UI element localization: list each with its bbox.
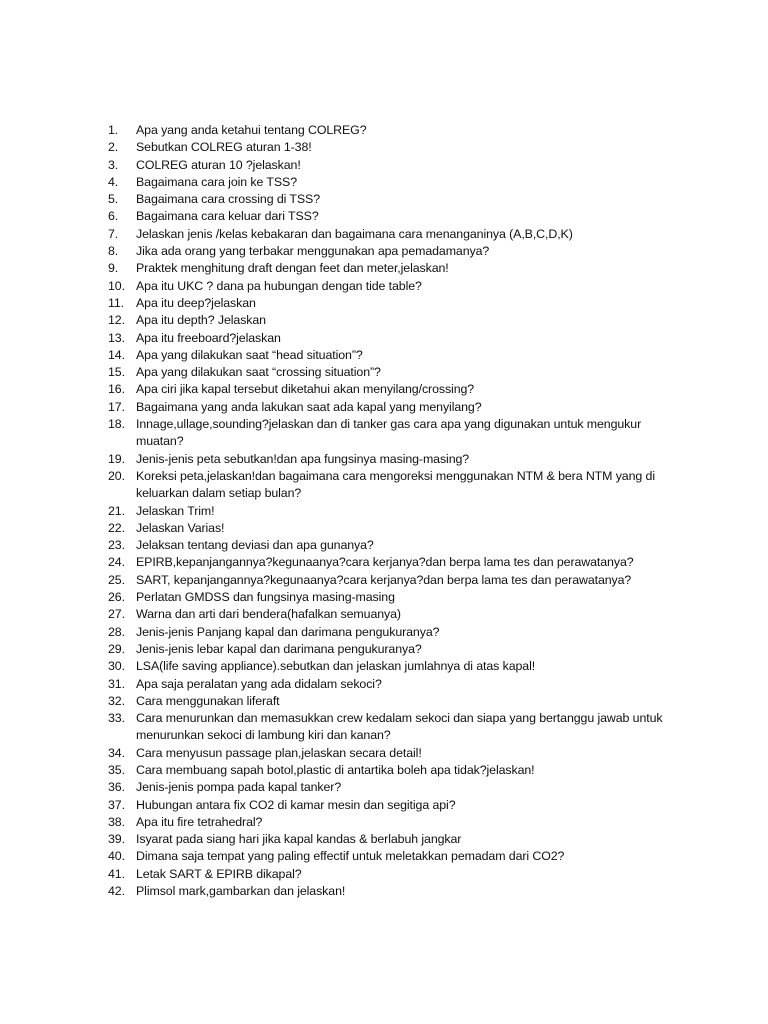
question-text: Apa ciri jika kapal tersebut diketahui akan menyilang/crossing? — [136, 382, 475, 397]
question-text: Jelaskan Varias! — [136, 520, 225, 535]
question-text: Bagaimana cara keluar dari TSS? — [136, 209, 319, 224]
question-text: Apa itu depth? Jelaskan — [136, 313, 266, 328]
question-text: Jenis-jenis peta sebutkan!dan apa fungsinya masing-masing? — [136, 451, 470, 466]
question-item — [108, 468, 668, 503]
question-number: 18. — [108, 417, 125, 432]
question-item — [108, 139, 668, 156]
question-number: 31. — [108, 676, 125, 691]
question-number: 35. — [108, 762, 125, 777]
question-text: Plimsol mark,gambarkan dan jelaskan! — [136, 884, 346, 899]
question-number: 39. — [108, 832, 125, 847]
question-number: 23. — [108, 538, 125, 553]
question-number: 2. — [108, 140, 119, 155]
question-number: 14. — [108, 347, 125, 362]
question-number: 11. — [108, 295, 125, 310]
question-item — [108, 762, 668, 779]
question-text: Apa itu freeboard?jelaskan — [136, 330, 281, 345]
question-number: 33. — [108, 711, 125, 726]
question-text: Jelaskan jenis /kelas kebakaran dan bagaimana cara menanganinya (A,B,C,D,K) — [136, 226, 573, 241]
question-text: EPIRB,kepanjangannya?kegunaanya?cara kerjanya?dan berpa lama tes dan perawatanya? — [136, 555, 634, 570]
question-text: Hubungan antara fix CO2 di kamar mesin dan segitiga api? — [136, 797, 456, 812]
question-text: Jenis-jenis lebar kapal dan darimana pengukuranya? — [136, 641, 422, 656]
question-number: 22. — [108, 520, 125, 535]
question-item — [108, 848, 668, 865]
question-item — [108, 641, 668, 658]
question-number: 5. — [108, 192, 119, 207]
question-text: LSA(life saving appliance).sebutkan dan jelaskan jumlahnya di atas kapal! — [136, 659, 536, 674]
question-item — [108, 174, 668, 191]
question-number: 12. — [108, 313, 125, 328]
question-item — [108, 295, 668, 312]
question-item — [108, 866, 668, 883]
question-item — [108, 814, 668, 831]
question-item — [108, 208, 668, 225]
question-text: Apa itu fire tetrahedral? — [136, 814, 263, 829]
question-item — [108, 157, 668, 174]
question-number: 36. — [108, 780, 125, 795]
question-item — [108, 364, 668, 381]
question-number: 19. — [108, 451, 125, 466]
question-number: 24. — [108, 555, 125, 570]
question-number: 21. — [108, 503, 125, 518]
question-text: Bagaimana cara join ke TSS? — [136, 174, 297, 189]
question-list — [108, 122, 668, 900]
question-item — [108, 191, 668, 208]
question-number: 41. — [108, 866, 125, 881]
question-item — [108, 312, 668, 329]
question-item — [108, 278, 668, 295]
question-text: Cara menurunkan dan memasukkan crew kedalam sekoci dan siapa yang bertanggu jawab untuk menurunkan sekoci di lambung kiri dan kanan? — [136, 711, 663, 743]
question-item — [108, 243, 668, 260]
question-text: Cara menyusun passage plan,jelaskan secara detail! — [136, 745, 422, 760]
question-item — [108, 779, 668, 796]
question-item — [108, 520, 668, 537]
question-text: Apa itu UKC ? dana pa hubungan dengan tide table? — [136, 278, 422, 293]
question-item — [108, 554, 668, 571]
question-number: 7. — [108, 226, 119, 241]
question-text: COLREG aturan 10 ?jelaskan! — [136, 157, 301, 172]
question-item — [108, 537, 668, 554]
question-text: Jelaskan Trim! — [136, 503, 215, 518]
question-number: 4. — [108, 174, 119, 189]
question-text: Bagaimana yang anda lakukan saat ada kapal yang menyilang? — [136, 399, 482, 414]
question-text: Bagaimana cara crossing di TSS? — [136, 192, 321, 207]
question-text: Jelaksan tentang deviasi dan apa gunanya? — [136, 538, 374, 553]
question-item — [108, 347, 668, 364]
question-item — [108, 658, 668, 675]
question-number: 8. — [108, 244, 119, 259]
question-number: 3. — [108, 157, 119, 172]
question-number: 16. — [108, 382, 125, 397]
question-number: 20. — [108, 468, 125, 483]
question-text: Perlatan GMDSS dan fungsinya masing-masing — [136, 590, 395, 605]
question-text: SART, kepanjangannya?kegunaanya?cara kerjanya?dan berpa lama tes dan perawatanya? — [136, 572, 632, 587]
question-number: 25. — [108, 572, 125, 587]
question-number: 42. — [108, 884, 125, 899]
question-item — [108, 606, 668, 623]
question-number: 9. — [108, 261, 119, 276]
question-item — [108, 451, 668, 468]
question-item — [108, 330, 668, 347]
question-text: Jenis-jenis pompa pada kapal tanker? — [136, 780, 342, 795]
question-item — [108, 883, 668, 900]
question-text: Jenis-jenis Panjang kapal dan darimana pengukuranya? — [136, 624, 440, 639]
question-text: Apa yang dilakukan saat “crossing situation”? — [136, 365, 381, 380]
question-item — [108, 831, 668, 848]
question-item — [108, 745, 668, 762]
question-number: 26. — [108, 590, 125, 605]
question-item — [108, 589, 668, 606]
question-text: Innage,ullage,sounding?jelaskan dan di tanker gas cara apa yang digunakan untuk mengukur muatan? — [136, 417, 642, 449]
question-text: Apa yang anda ketahui tentang COLREG? — [136, 123, 367, 137]
question-item — [108, 381, 668, 398]
question-item — [108, 399, 668, 416]
question-number: 10. — [108, 278, 125, 293]
question-number: 30. — [108, 659, 125, 674]
question-item — [108, 624, 668, 641]
question-item — [108, 260, 668, 277]
question-item — [108, 226, 668, 243]
question-number: 27. — [108, 607, 125, 622]
question-number: 34. — [108, 745, 125, 760]
question-number: 37. — [108, 797, 125, 812]
question-text: Isyarat pada siang hari jika kapal kandas & berlabuh jangkar — [136, 832, 462, 847]
question-item — [108, 710, 668, 745]
question-text: Cara menggunakan liferaft — [136, 693, 280, 708]
question-number: 15. — [108, 365, 125, 380]
question-number: 17. — [108, 399, 125, 414]
question-text: Koreksi peta,jelaskan!dan bagaimana cara mengoreksi menggunakan NTM & bera NTM yang di keluarkan dalam setiap bulan? — [136, 468, 655, 501]
question-item — [108, 416, 668, 451]
question-number: 13. — [108, 330, 125, 345]
question-text: Apa saja peralatan yang ada didalam sekoci? — [136, 676, 382, 691]
question-text: Apa yang dilakukan saat “head situation”? — [136, 347, 363, 362]
question-number: 32. — [108, 693, 125, 708]
question-item — [108, 122, 668, 139]
question-text: Warna dan arti dari bendera(hafalkan semuanya) — [136, 607, 401, 622]
question-text: Apa itu deep?jelaskan — [136, 295, 256, 310]
question-text: Cara membuang sapah botol,plastic di antartika boleh apa tidak?jelaskan! — [136, 762, 535, 777]
question-number: 40. — [108, 849, 125, 864]
question-text: Letak SART & EPIRB dikapal? — [136, 866, 302, 881]
question-number: 1. — [108, 123, 119, 137]
question-item — [108, 676, 668, 693]
question-number: 29. — [108, 641, 125, 656]
question-number: 38. — [108, 814, 125, 829]
question-item — [108, 693, 668, 710]
question-text: Praktek menghitung draft dengan feet dan meter,jelaskan! — [136, 261, 449, 276]
question-text: Dimana saja tempat yang paling effectif untuk meletakkan pemadam dari CO2? — [136, 849, 565, 864]
question-item — [108, 797, 668, 814]
question-number: 28. — [108, 624, 125, 639]
question-text: Sebutkan COLREG aturan 1-38! — [136, 140, 312, 155]
question-text: Jika ada orang yang terbakar menggunakan apa pemadamanya? — [136, 244, 490, 259]
question-item — [108, 572, 668, 589]
question-number: 6. — [108, 209, 119, 224]
question-item — [108, 503, 668, 520]
